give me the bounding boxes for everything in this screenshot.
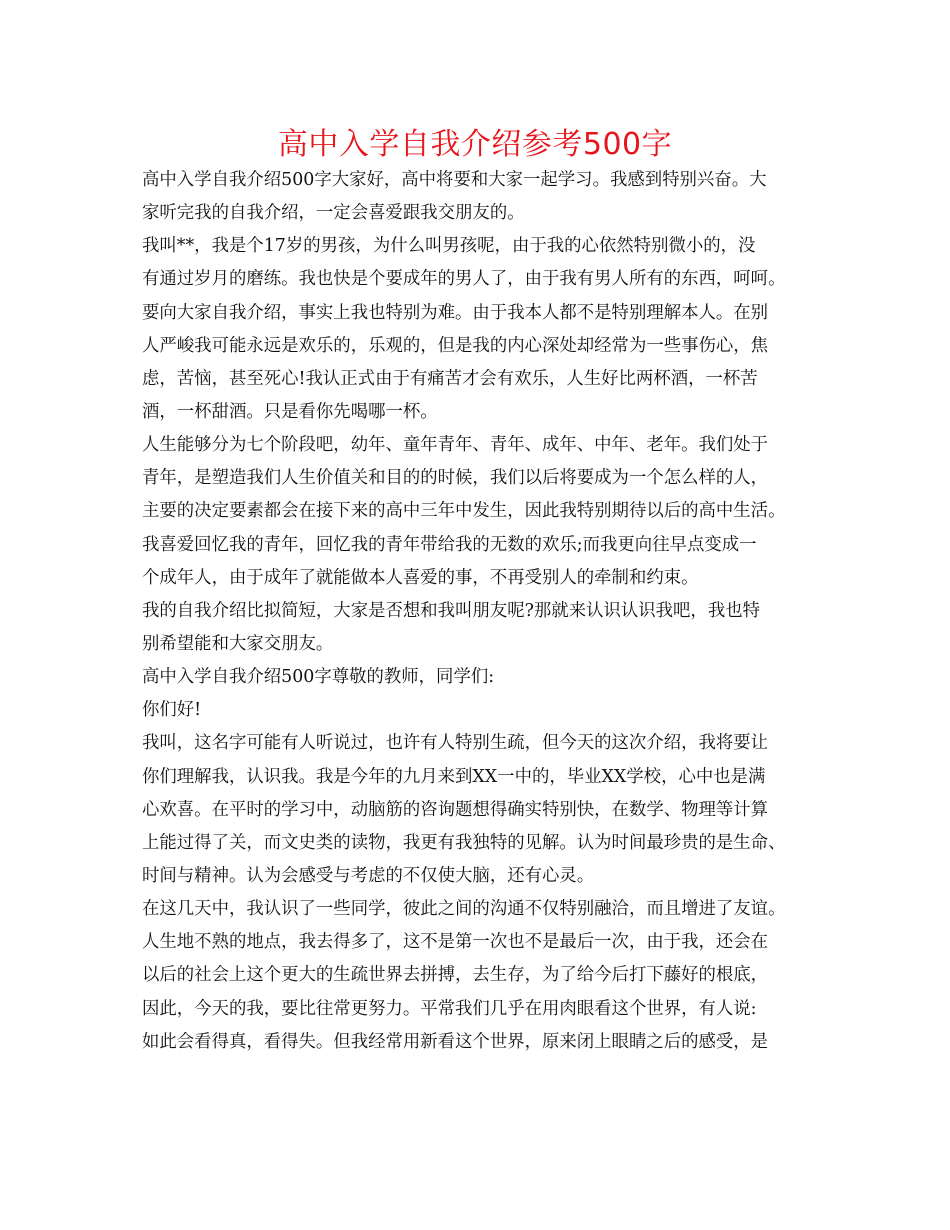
text-line: 人生地不熟的地点，我去得多了，这不是第一次也不是最后一次，由于我，还会在 [142,932,769,953]
text-line: 有通过岁月的磨练。我也快是个要成年的男人了，由于我有男人所有的东西，呵呵。 [142,269,786,290]
text-line: 你们好! [142,700,202,721]
text-line: 我喜爱回忆我的青年，回忆我的青年带给我的无数的欢乐;而我更向往早点变成一 [142,534,757,555]
document-body [142,164,822,1059]
text-line: 要向大家自我介绍，事实上我也特别为难。由于我本人都不是特别理解本人。在别 [142,302,769,323]
text-line: 人生能够分为七个阶段吧，幼年、童年青年、青年、成年、中年、老年。我们处于 [142,435,769,456]
text-line: 酒，一杯甜酒。只是看你先喝哪一杯。 [142,401,438,422]
text-line: 时间与精神。认为会感受与考虑的不仅使大脑，还有心灵。 [142,865,595,886]
text-line: 人严峻我可能永远是欢乐的，乐观的，但是我的内心深处却经常为一些事伤心，焦 [142,335,769,356]
text-line: 虑，苦恼，甚至死心!我认正式由于有痛苦才会有欢乐，人生好比两杯酒，一杯苦 [142,368,758,389]
text-line: 以后的社会上这个更大的生疏世界去拼搏，去生存，为了给今后打下藤好的根底， [142,965,769,986]
text-line: 心欢喜。在平时的学习中，动脑筋的咨询题想得确实特别快，在数学、物理等计算 [142,799,769,820]
text-line: 我的自我介绍比拟简短，大家是否想和我叫朋友呢?那就来认识认识我吧，我也特 [142,600,760,621]
text-line: 别希望能和大家交朋友。 [142,633,334,654]
text-line: 个成年人，由于成年了就能做本人喜爱的事，不再受别人的牵制和约束。 [142,567,699,588]
text-line: 我叫，这名字可能有人听说过，也许有人特别生疏，但今天的这次介绍，我将要让 [142,733,769,754]
text-line: 在这几天中，我认识了一些同学，彼此之间的沟通不仅特别融洽，而且增进了友谊。 [142,899,786,920]
text-line: 家听完我的自我介绍，一定会喜爱跟我交朋友的。 [142,203,525,224]
text-line: 高中入学自我介绍500字大家好，高中将要和大家一起学习。我感到特别兴奋。大 [142,170,767,190]
text-line: 你们理解我，认识我。我是今年的九月来到XX一中的，毕业XX学校，心中也是满 [142,766,766,787]
text-line: 高中入学自我介绍500字尊敬的教师，同学们: [142,667,495,688]
text-line: 主要的决定要素都会在接下来的高中三年中发生，因此我特别期待以后的高中生活。 [142,501,786,522]
text-line: 我叫**，我是个17岁的男孩，为什么叫男孩呢，由于我的心依然特别微小的，没 [142,236,756,257]
text-line: 因此，今天的我，要比往常更努力。平常我们几乎在用肉眼看这个世界，有人说: [142,998,757,1019]
document-title: 高中入学自我介绍参考500字 [277,127,673,162]
text-line: 青年，是塑造我们人生价值关和目的的时候，我们以后将要成为一个怎么样的人， [142,468,769,489]
text-line: 上能过得了关，而文史类的读物，我更有我独特的见解。认为时间最珍贵的是生命、 [142,832,786,853]
text-line: 如此会看得真，看得失。但我经常用新看这个世界，原来闭上眼睛之后的感受，是 [142,1031,769,1052]
